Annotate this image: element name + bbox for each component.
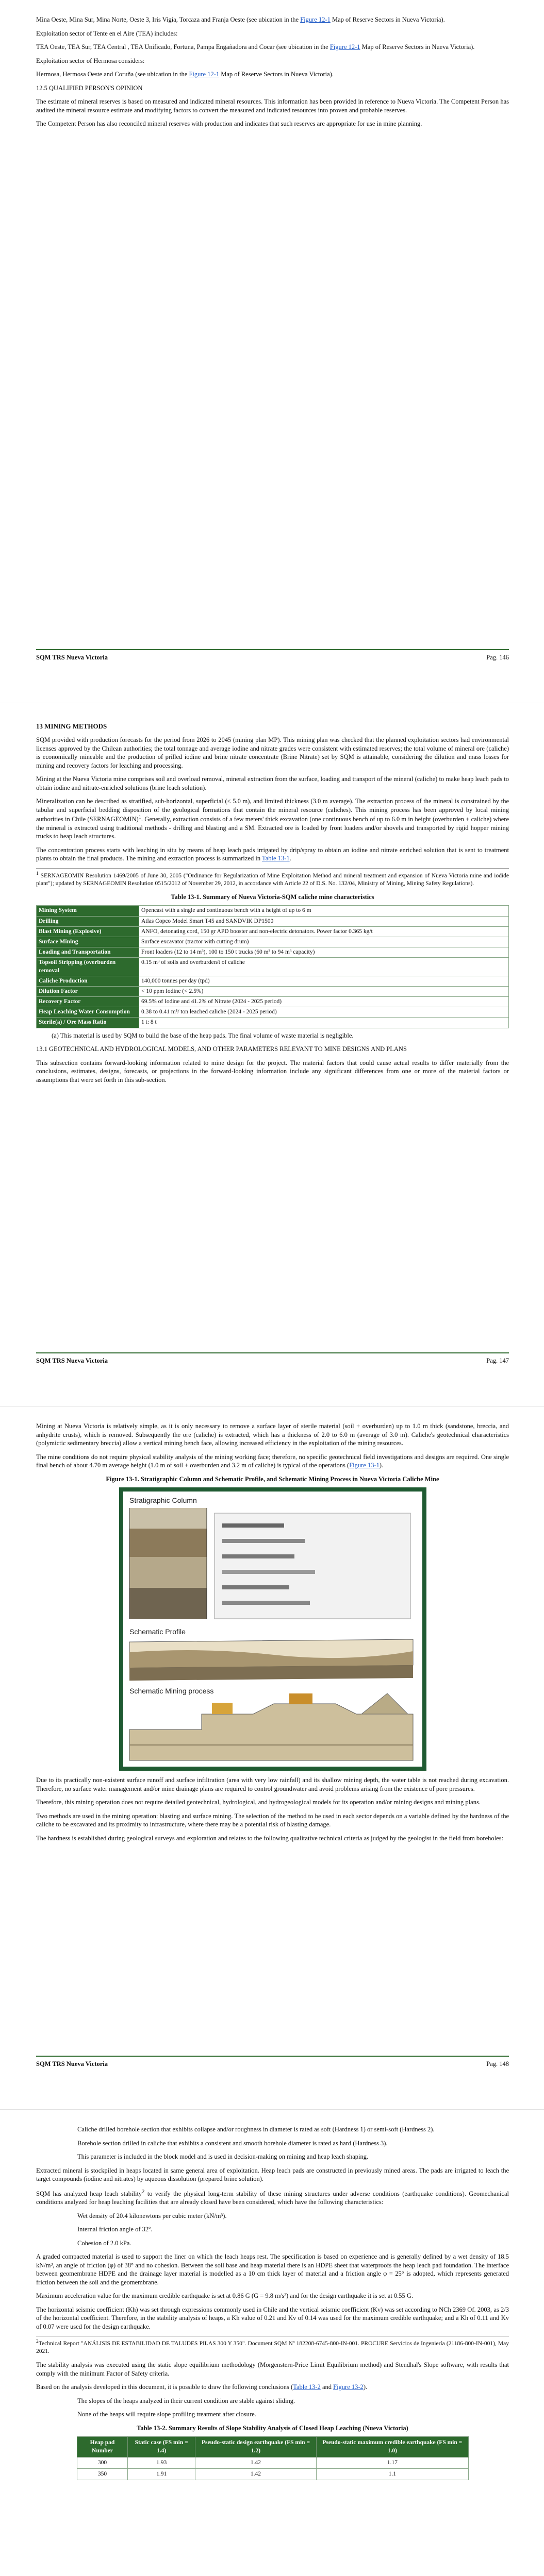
row-label: Topsoil Stripping (overburden removal [37, 958, 139, 976]
row-value: Front loaders (12 to 14 m³), 100 to 150 t trucks (60 m³ to 94 m³ capacity) [139, 947, 509, 958]
paragraph: The stability analysis was executed using the static slope equilibrium methodology (Morgenstern-Price Limit Equilibrium method) and Stendhal's Slope software, with results that comply with the minimum Factor of Safety criteria. [36, 2361, 509, 2377]
paragraph: Mining at Nueva Victoria is relatively simple, as it is only necessary to remove a surface layer of sterile material (soil + overburden) up to 1.0 m thick (sandstone, breccia, and anhydrite crusts), which is removed. Subsequently the ore (caliche) is extracted, which has a thickness of 2.0 to 6.0 m (average of 3.0 m). Caliche's geotechnical characteristics (polymictic sedimentary breccia) allow a vertical mining bench face, allowing increased efficiency in the exploitation of the mining resources. [36, 1422, 509, 1447]
table-cell: 1.42 [195, 2457, 316, 2468]
table-row [37, 976, 509, 986]
row-value: 1 t: 8 t [139, 1018, 509, 1028]
criterion-text: Cohesion of 2.0 kPa. [77, 2239, 131, 2247]
chapter-heading: 13 MINING METHODS [36, 722, 107, 730]
page-footer [36, 649, 509, 662]
paragraph: Therefore, this mining operation does not require detailed geotechnical, hydrological, and hydrogeological models for its operation and/or mining designs and mining plans. [36, 1799, 481, 1806]
bullet-text: Caliche drilled borehole section that exhibits collapse and/or roughness in diameter is rated as soft (Hardness 1) or semi-soft (Hardness 2). [77, 2126, 435, 2133]
footnote: $^1$ SERNAGEOMIN Resolution 1469/2005 of June 30, 2005 ("Ordinance for Regularization of Mine Exploitation Method and mineral treatment and expansion of Nueva Victoria mine and iodide plant"); updated by SERNAGEOMIN Resolution 0515/2012 of November 29, 2012, in accordance with Article 22 of D.S. No. 132/04, Ministry of Mining, Mining Safety Regulations). [36, 868, 509, 888]
column-header: Pseudo-static maximum credible earthquake (FS min = 1.0) [317, 2437, 468, 2457]
row-label: Heap Leaching Water Consumption [37, 1007, 139, 1018]
section-heading: 12.5 QUALIFIED PERSON'S OPINION [36, 84, 143, 92]
legend-bar [222, 1539, 305, 1543]
paragraph: The estimate of mineral reserves is based on measured and indicated mineral resources. This information has been provided in reference to Nueva Victoria. The Competent Person has audited the mineral resource estimate and modifying factors to convert the measured and indicated resources into proven and probable reserves. [36, 98, 509, 114]
page-149 [0, 2110, 544, 2576]
footer-title: SQM TRS Nueva Victoria [36, 654, 108, 661]
legend-bar [222, 1570, 315, 1574]
paragraph: Mining at the Nueva Victoria mine comprises soil and overload removal, mineral extraction from the surface, loading and transport of the mineral (caliche) to make heap leach pads to obtain iodine and nitrate-enriched solutions (brine leach solution). [36, 775, 509, 791]
page-148 [0, 1406, 544, 2110]
row-label: Mining System [37, 906, 139, 916]
column-header: Pseudo-static design earthquake (FS min = 1.2) [195, 2437, 316, 2457]
strat-column-label: Stratigraphic Column [129, 1496, 197, 1504]
paragraph: Hermosa, Hermosa Oeste and Coruña (see ubication in the Figure 12-1 Map of Reserve Sectors in Nueva Victoria). [36, 71, 334, 78]
criterion-text: Internal friction angle of 32º. [77, 2226, 153, 2233]
page-footer [36, 1352, 509, 1365]
table-row [37, 958, 509, 976]
mining-method-figure [119, 1487, 426, 1771]
table-row [37, 906, 509, 916]
paragraph: Mina Oeste, Mina Sur, Mina Norte, Oeste 3, Iris Vigía, Torcaza and Franja Oeste (see ubication in the Figure 12-1 Map of Reserve Sectors in Nueva Victoria). [36, 16, 445, 23]
column-header: Heap pad Number [77, 2437, 128, 2457]
table-row [37, 986, 509, 996]
legend-bar [222, 1554, 294, 1558]
paragraph: The Competent Person has also reconciled mineral reserves with production and indicates that such reserves are appropriate for use in mine planning. [36, 120, 422, 127]
criterion-text: Wet density of 20.4 kilonewtons per cubic meter (kN/m³). [77, 2212, 227, 2219]
schematic-profile-label: Schematic Profile [129, 1628, 186, 1636]
table-cell: 1.42 [195, 2468, 316, 2480]
paragraph: TEA Oeste, TEA Sur, TEA Central , TEA Unificado, Fortuna, Pampa Engañadora and Cocar (see ubication in the Figure 12-1 Map of Reserve Sectors in Nueva Victoria). [36, 43, 475, 50]
paragraph: Based on the analysis developed in this document, it is possible to draw the following conclusions (Table 13-2 and Figure 13-2). [36, 2383, 368, 2391]
paragraph: The concentration process starts with leaching in situ by means of heap leach pads irrigated by drip/spray to obtain an iodine and nitrate enriched solution that is sent to treatment plants to obtain the final products. The mining and extraction process is summarized in Table 13-1. [36, 846, 509, 862]
row-label: Blast Mining (Explosive) [37, 926, 139, 937]
paragraph: SQM provided with production forecasts for the period from 2026 to 2045 (mining plan MP). This mining plan was checked that the planned exploitation sectors had environmental licenses approved by the Chilean authorities; the total tonnage and average iodine and nitrate grades were consistent with estimated reserves; the total volume of mineral ore (caliche) is economically mineable and the production of prilled iodine and brine nitrate concentrate (Brine Nitrate) set by SQM is attainable, considering the dilution and mass losses for mining and recovery factors for leaching and processing. [36, 736, 509, 769]
row-value: Atlas Copco Model Smart T45 and SANDVIK DP1500 [139, 916, 509, 926]
figure-caption: Figure 13-1. Stratigraphic Column and Schematic Profile, and Schematic Mining Process in Nueva Victoria Caliche Mine [106, 1475, 439, 1483]
row-value: Opencast with a single and continuous bench with a height of up to 6 m [139, 906, 509, 916]
table-row [37, 926, 509, 937]
legend-bar [222, 1601, 310, 1605]
table-caption: Table 13-2. Summary Results of Slope Stability Analysis of Closed Heap Leaching (Nueva Victoria) [137, 2424, 408, 2432]
strat-layer-breccia [129, 1557, 207, 1588]
section-heading: 13.1 GEOTECHNICAL AND HYDROLOGICAL MODELS, AND OTHER PARAMETERS RELEVANT TO MINE DESIGNS AND PLANS [36, 1045, 407, 1053]
paragraph: Two methods are used in the mining operation: blasting and surface mining. The selection of the method to be used in each sector depends on a variable defined by the hardness of the caliche to be excavated and its proximity to infrastructure, where there may be a potential risk of blasting damage. [36, 1812, 509, 1828]
bullet-text: Borehole section drilled in caliche that exhibits a consistent and smooth borehole diameter is rated as hard (Hardness 3). [77, 2139, 388, 2147]
table-row [37, 1007, 509, 1018]
process-excavator [289, 1693, 312, 1704]
paragraph: A graded compacted material is used to support the liner on which the leach heaps rest. The specification is based on experience and is generally defined by a wet density of 18.5 kN/m³, an angle of friction (φ) of 38° and no cohesion. Between the soil base and heap material there is an HDPE sheet that waterproofs the heap leach pad foundation. The interface between geomembrane HDPE and the drainage layer material is modelled as a 10 cm thick layer of material and a friction angle φ = 25° is adopted, which represents generated friction between the soil and the geomembrane. [36, 2253, 509, 2286]
row-label: Surface Mining [37, 937, 139, 947]
footnote: $^2$Technical Report "ANÁLISIS DE ESTABILIDAD DE TALUDES PILAS 300 Y 350". Document SQM Nº 182208-6745-800-IN-001. PROCURE Servicios de Ingeniería (21186-800-IN-001), May 2021. [36, 2336, 509, 2355]
page-number: Pag. 146 [486, 654, 509, 661]
paragraph: The horizontal seismic coefficient (Kh) was set through expressions commonly used in Chile and the vertical seismic coefficient (Kv) was set according to NCh 2369 Of. 2003, as 2/3 of the horizontal coefficient. Therefore, in the stability analysis of heaps, a Kh value of 0.21 and Kv of 0.14 was used for the maximum credible earthquake; and a Kh of 0.11 and Kv of 0.07 were used for the design earthquake. [36, 2306, 509, 2330]
strat-layer-caliche [129, 1529, 207, 1557]
row-label: Caliche Production [37, 976, 139, 986]
row-value: 0.15 m³ of soils and overburden/t of caliche [139, 958, 509, 976]
strat-layer-base [129, 1588, 207, 1619]
profile-base-layer [129, 1665, 413, 1681]
figure-link[interactable]: Figure 12-1 [300, 16, 331, 23]
table-link[interactable]: Table 13-1 [262, 855, 290, 862]
strat-layer-soil [129, 1508, 207, 1529]
table-link[interactable]: Table 13-2 [293, 2383, 321, 2391]
row-label: Dilution Factor [37, 986, 139, 996]
paragraph: Mineralization can be described as stratified, sub-horizontal, superficial (≤ 5.0 m), and limited thickness (3.0 m average). The extraction process of the mineral is constrained by the tabular and superficial bedding disposition of the geological formations that contain the mineral resource (caliches). This mining process has been approved by local mining authorities in Chile (SERNAGEOMIN)$^1$. Generally, extraction consists of a few meters' thick excavation (one continuous bench of up to 6.0 m in height (overburden + caliche) where the mineral is extracted using traditional methods - drilling and blasting and a SM. Extracted ore is loaded by front loaders and/or shovels and transported by rigid hopper mining trucks to heap leach structures. [36, 798, 509, 840]
row-value: 140,000 tonnes per day (tpd) [139, 976, 509, 986]
table-row [37, 947, 509, 958]
paragraph: This subsection contains forward-looking information related to mine design for the project. The material factors that could cause actual results to differ materially from the conclusions, estimates, designs, forecasts, or projections in the forward-looking information include any significant differences from one or more of the material factors or assumptions that were set forth in this sub-section. [36, 1059, 509, 1083]
row-label: Recovery Factor [37, 997, 139, 1007]
mining-process-label: Schematic Mining process [129, 1687, 213, 1695]
footnote-ref: 1 [138, 815, 141, 821]
row-label: Loading and Transportation [37, 947, 139, 958]
paragraph: SQM has analyzed heap leach stability$^2$ to verify the physical long-term stability of these mining structures under adverse conditions (earthquake conditions). Geomechanical conditions analyzed for heap leaching facilities that are already closed have been considered, which have the following characteristics: [36, 2189, 509, 2206]
footer-title: SQM TRS Nueva Victoria [36, 1357, 108, 1364]
figure-illustration [119, 1487, 426, 1771]
figure-link[interactable]: Figure 13-1 [349, 1462, 380, 1469]
table-cell: 1.91 [128, 2468, 195, 2480]
page-number: Pag. 147 [486, 1357, 509, 1364]
paragraph: Extracted mineral is stockpiled in heaps located in same general area of exploitation. Heap leach pads are constructed in previously mined areas. The pads are irrigated to leach the target compounds (iodine and nitrates) by aqueous dissolution (prepared brine solution). [36, 2166, 509, 2182]
page-147 [0, 703, 544, 1406]
table-row [77, 2468, 468, 2480]
row-value: 0.38 to 0.41 m³/ ton leached caliche (2024 - 2025 period) [139, 1007, 509, 1018]
page-number: Pag. 148 [486, 2060, 509, 2067]
table-row [37, 997, 509, 1007]
table-cell: 1.93 [128, 2457, 195, 2468]
page-footer [36, 2056, 509, 2069]
row-value: Surface excavator (tractor with cutting drum) [139, 937, 509, 947]
row-label: Sterile(a) / Ore Mass Ratio [37, 1018, 139, 1028]
conclusion-text: The slopes of the heaps analyzed in their current condition are stable against sliding. [77, 2397, 295, 2404]
table-note: (a) This material is used by SQM to build the base of the heap pads. The final volume of waste material is negligible. [52, 1031, 354, 1039]
column-header: Static case (FS min = 1.4) [128, 2437, 195, 2457]
table-cell: 350 [77, 2468, 128, 2480]
row-value: < 10 ppm Iodine (< 2.5%) [139, 986, 509, 996]
table-row [37, 937, 509, 947]
table-row [77, 2457, 468, 2468]
conclusion-text: None of the heaps will require slope profiling treatment after closure. [77, 2411, 256, 2418]
paragraph: Due to its practically non-existent surface runoff and surface infiltration (area with very low rainfall) and its shallow mining depth, the water table is not reached during excavation. Therefore, no surface water management and/or mine drainage plans are required to control groundwater and avoid problems arising from the existence of pore pressures. [36, 1776, 509, 1792]
table-cell: 300 [77, 2457, 128, 2468]
legend-bar [222, 1523, 284, 1528]
paragraph: The hardness is established during geological surveys and exploration and relates to the following qualitative technical criteria as judged by the geologist in the field from boreholes: [36, 1834, 503, 1842]
table-caption: Table 13-1. Summary of Nueva Victoria-SQM caliche mine characteristics [171, 893, 374, 901]
paragraph: Maximum acceleration value for the maximum credible earthquake is set at 0.86 G (G = 9.8 m/s²) and for the design earthquake it is set at 0.55 G. [36, 2292, 414, 2300]
page-146 [0, 0, 544, 703]
process-truck [212, 1703, 233, 1714]
figure-link[interactable]: Figure 12-1 [189, 71, 220, 78]
paragraph: Exploitation sector of Hermosa considers: [36, 57, 145, 64]
table-cell: 1.17 [317, 2457, 468, 2468]
footer-title: SQM TRS Nueva Victoria [36, 2060, 108, 2067]
footnote-ref: 2 [142, 2189, 145, 2195]
figure-link[interactable]: Figure 13-2 [333, 2383, 364, 2391]
bullet-text: This parameter is included in the block model and is used in decision-making on mining and heap leach shaping. [77, 2153, 369, 2160]
table-cell: 1.1 [317, 2468, 468, 2480]
table-row [37, 916, 509, 926]
paragraph: The mine conditions do not require physical stability analysis of the mining working face; therefore, no specific geotechnical field investigations and designs are required. One single final bench of about 4.70 m average height (1.0 m of soil + overburden and 3.2 m of caliche) is typical of the operations (Figure 13-1). [36, 1453, 509, 1469]
paragraph: Exploitation sector of Tente en el Aire (TEA) includes: [36, 29, 178, 37]
mine-characteristics-table [36, 905, 509, 1028]
row-value: 69.5% of Iodine and 41.2% of Nitrate (2024 - 2025 period) [139, 997, 509, 1007]
row-label: Drilling [37, 916, 139, 926]
legend-bar [222, 1585, 289, 1589]
figure-link[interactable]: Figure 12-1 [329, 43, 360, 50]
slope-stability-table [77, 2436, 469, 2480]
table-row [37, 1018, 509, 1028]
row-value: ANFO, detonating cord, 150 gr APD booster and non-electric detonators. Power factor 0.365 kg/t [139, 926, 509, 937]
